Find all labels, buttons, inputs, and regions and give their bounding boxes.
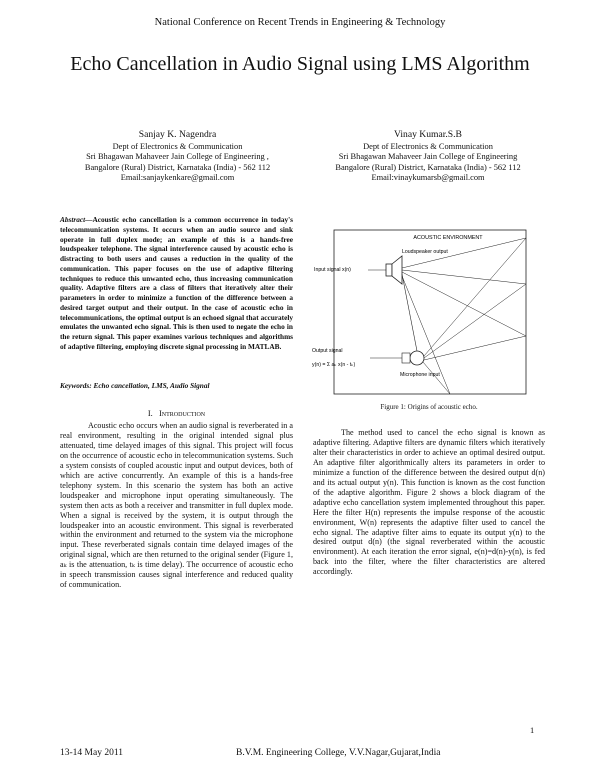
formula-label: y(n) = Σ aₖ x(n - tₖ) <box>312 362 356 368</box>
right-paragraph: The method used to cancel the echo signal is known as adaptive filtering. Adaptive filters are dynamic filters which iteratively alter their characteristics in order to achieve an optimal desired output. An adaptive filter algorithmically alters its parameters in order to minimize a function of the difference between the desired output d(n) and its actual output y(n). This function is known as the cost function of the adaptive algorithm. Figure 2 shows a block diagram of the adaptive echo cancellation system implemented throughout this paper. Here the filter H(n) represents the impulse response of the acoustic environment, W(n) represents the adaptive filter used to cancel the echo signal. The adaptive filter aims to equate its output y(n) to the desired output d(n) (the signal reverberated within the acoustic environment). At each iteration the error signal, e(n)=d(n)-y(n), is fed back into the filter, where the filter characteristics are altered accordingly. <box>313 428 545 577</box>
figure-1-diagram <box>312 226 530 398</box>
author-name: Vinay Kumar.S.B <box>394 129 462 140</box>
section-heading <box>60 409 293 418</box>
input-label: Input signal x(n) <box>314 267 351 273</box>
author-college: Sri Bhagawan Mahaveer Jain College of Engineering , <box>86 152 269 162</box>
keywords-text: Echo cancellation, LMS, Audio Signal <box>91 381 210 390</box>
footer-date: 13-14 May 2011 <box>60 748 123 758</box>
figure-1-caption: Figure 1: Origins of acoustic echo. <box>380 403 478 411</box>
author-block-1 <box>60 130 295 184</box>
section-number: I. <box>147 409 153 418</box>
author-name: Sanjay K. Nagendra <box>138 129 217 140</box>
abstract <box>60 215 293 352</box>
author-email: Email:vinaykumarsb@gmail.com <box>371 173 485 183</box>
loudspeaker-icon <box>386 264 392 276</box>
right-column <box>313 428 545 577</box>
keywords <box>60 381 293 391</box>
author-college: Sri Bhagawan Mahaveer Jain College of Engineering <box>338 152 518 162</box>
author-email: Email:sanjaykenkare@gmail.com <box>120 173 235 183</box>
return-path <box>424 238 526 356</box>
output-label: Output signal <box>312 348 343 354</box>
author-dept: Dept of Electronics & Communication <box>112 141 243 151</box>
microphone-icon <box>410 351 424 365</box>
author-address: Bangalore (Rural) District, Karnataka (India) - 562 112 <box>84 162 271 172</box>
author-block-2 <box>308 130 548 184</box>
page-number: 1 <box>530 726 535 735</box>
author-dept: Dept of Electronics & Communication <box>363 141 493 151</box>
author-address: Bangalore (Rural) District, Karnataka (India) - 562 112 <box>335 162 521 172</box>
abstract-label: Abstract <box>60 215 86 224</box>
intro-column <box>60 421 293 590</box>
return-path <box>423 362 450 394</box>
intro-paragraph: Acoustic echo occurs when an audio signal is reverberated in a real environment, resulting in the original intended signal plus attenuated, time delayed images of this signal. This project will focus on the occurrence of acoustic echo in telecommunication systems. Such a system consists of coupled acoustic input and output devices, both of which are active concurrently. An example of this is a hands-free telephony system. In this scenario the system has both an active loudspeaker and microphone input operating simultaneously. The system then acts as both a receiver and transmitter in full duplex mode. When a signal is received by the system, it is output through the loudspeaker into an acoustic environment. This signal is reverberated within the environment and returned to the system via the microphone input. These reverberated signals contain time delayed images of the original signal, which are then returned to the original sender (Figure 1, aₖ is the attenuation, tₖ is time delay). The occurrence of acoustic echo in speech transmission causes signal interference and reduced quality of communication. <box>60 421 293 590</box>
environment-label: ACOUSTIC ENVIRONMENT <box>413 235 483 241</box>
return-path <box>424 284 526 358</box>
paper-title: Echo Cancellation in Audio Signal using LMS Algorithm <box>70 53 530 75</box>
microphone-body-icon <box>402 353 410 363</box>
abstract-text: —Acoustic echo cancellation is a common occurrence in today's telecommunication systems. It occurs when an audio source and sink operate in full duplex mode; an example of this is a hands-free loudspeaker telephone. The signal interference caused by acoustic echo is distracting to both users and causes a reduction in the quality of the communication. This paper focuses on the use of adaptive filtering techniques to reduce this unwanted echo, thus increasing communication quality. Adaptive filters are a class of filters that iteratively alter their parameters in order to minimize a function of the difference between a desired target output and their output. In the case of acoustic echo in telecommunications, the optimal output is an echoed signal that accurately emulates the unwanted echo signal. This is then used to negate the echo in the return signal. This paper examines various techniques and algorithms of adaptive filtering, employing discrete signal processing in MATLAB. <box>60 215 293 351</box>
microphone-label: Microphone input <box>400 372 440 378</box>
loudspeaker-cone-icon <box>392 256 402 284</box>
return-path <box>424 336 526 360</box>
section-title: Introduction <box>159 409 206 418</box>
keywords-label: Keywords: <box>60 381 92 390</box>
direct-path <box>402 274 417 351</box>
footer-venue: B.V.M. Engineering College, V.V.Nagar,Gujarat,India <box>236 748 441 758</box>
echo-path <box>402 272 526 336</box>
echo-path <box>402 270 526 284</box>
conference-header: National Conference on Recent Trends in Engineering & Technology <box>154 17 446 28</box>
loudspeaker-label: Loudspeaker output <box>402 249 448 255</box>
